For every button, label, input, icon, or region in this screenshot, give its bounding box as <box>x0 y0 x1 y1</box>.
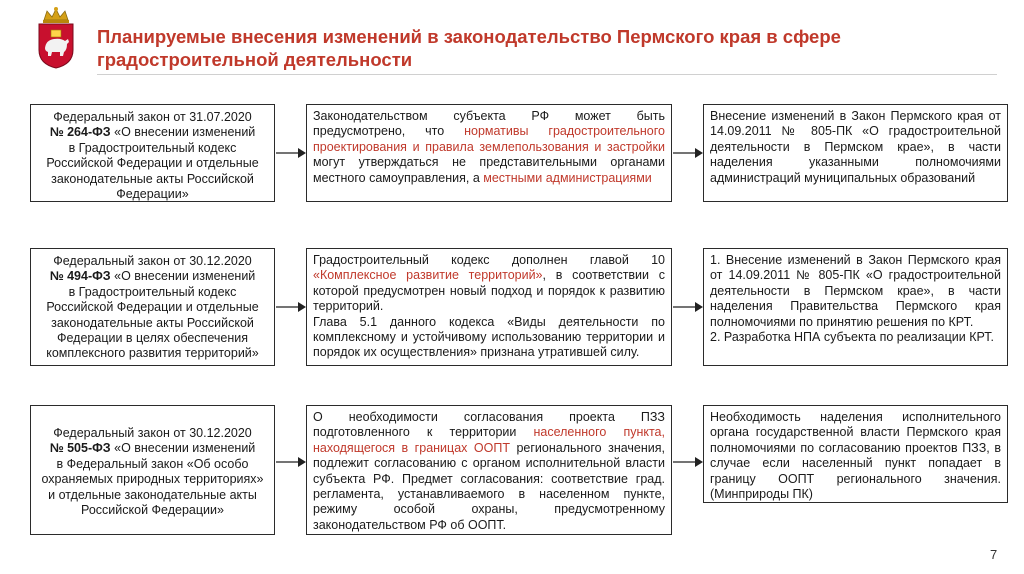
law-line: в Градостроительный кодекс <box>68 140 237 155</box>
change-highlight: «Комплексное развитие территорий» <box>313 268 543 283</box>
change-text: могут утверждаться не представительными органами местного самоуправления, а <box>313 155 665 185</box>
arrow-right-icon <box>673 147 703 159</box>
change-box-505 <box>306 405 672 535</box>
law-line: и отдельные законодательные акты <box>48 487 257 502</box>
perm-krai-coat-of-arms-icon <box>34 6 78 70</box>
arrow-right-icon <box>673 301 703 313</box>
change-text: , в соответствии с которой предусмотрен новый подход и порядок к развитию территорий. <box>313 268 665 314</box>
law-number: № 264-ФЗ <box>49 125 111 140</box>
arrow-right-icon <box>673 456 703 468</box>
law-line: охраняемых природных территориях» <box>41 472 264 487</box>
law-title-start: «О внесении изменений <box>110 125 256 140</box>
change-text: О необходимости согласования проекта ПЗЗ подготовленного к территории <box>313 410 665 440</box>
amend-text: Необходимость наделения исполнительного органа государственной власти Пермского края полномочиями по согласованию проектов ПЗЗ, в случае если населенный пункт попадает в границу ООПТ регионального значения. (Минприроды ПК) <box>710 410 1001 502</box>
page-title <box>97 25 977 71</box>
law-line: Федерации» <box>116 187 189 202</box>
change-text: Градостроительный кодекс дополнен главой 10 <box>313 253 665 267</box>
law-line: Федеральный закон от 30.12.2020 <box>53 426 252 440</box>
law-line: комплексного развития территорий» <box>46 346 259 361</box>
law-number: № 505-ФЗ <box>49 441 111 456</box>
page-title-line-2: градостроительной деятельности <box>97 49 413 70</box>
law-box-494 <box>30 248 275 366</box>
law-line: Российской Федерации и отдельные <box>46 300 259 315</box>
law-number-line <box>39 269 266 284</box>
title-divider <box>97 74 997 75</box>
law-line: в Федеральный закон «Об особо <box>56 456 249 471</box>
law-line: законодательные акты Российской <box>51 171 254 186</box>
change-highlight: местными администрациями <box>483 170 652 185</box>
change-box-264 <box>306 104 672 202</box>
law-title-start: «О внесении изменений <box>110 441 256 456</box>
amend-box-494 <box>703 248 1008 366</box>
change-text: Законодательством субъекта РФ может быть предусмотрено, что <box>313 109 665 139</box>
change-box-494 <box>306 248 672 366</box>
page-number: 7 <box>990 547 998 562</box>
amend-text: 2. Разработка НПА субъекта по реализации КРТ. <box>710 330 994 345</box>
law-number-line <box>39 125 266 140</box>
amend-text: 1. Внесение изменений в Закон Пермского края от 14.09.2011 № 805-ПК «О градостроительной деятельности в Пермском крае», в части наделения Правительства Пермского края полномочиями по принятию решения по КРТ. <box>710 253 1001 329</box>
law-box-264 <box>30 104 275 202</box>
law-number-line <box>39 441 266 456</box>
law-title-start: «О внесении изменений <box>110 269 256 284</box>
arrow-right-icon <box>276 301 306 313</box>
amend-text: Внесение изменений в Закон Пермского края от 14.09.2011 № 805-ПК «О градостроительной деятельности в Пермском крае», в части наделения указанными полномочиями администраций муниципальных образований <box>710 109 1001 185</box>
law-line: Российской Федерации» <box>81 503 224 518</box>
change-text: регионального значения, подлежит согласованию с органом исполнительной власти субъекта РФ. Предмет согласования: соответствие град. регламента, устанавливаемого в населенном пункте, режиму особой охраны, предусмотренному законодательством РФ об ООПТ. <box>313 440 666 532</box>
law-line: законодательные акты Российской <box>51 315 254 330</box>
arrow-right-icon <box>276 456 306 468</box>
law-line: в Градостроительный кодекс <box>68 284 237 299</box>
amend-box-264 <box>703 104 1008 202</box>
change-text: Глава 5.1 данного кодекса «Виды деятельности по комплексному и устойчивому использованию территории и порядок их осуществления» признана утратившей силу. <box>313 314 665 360</box>
page-title-line-1: Планируемые внесения изменений в законодательство Пермского края в сфере <box>97 26 841 47</box>
law-box-505 <box>30 405 275 535</box>
law-number: № 494-ФЗ <box>49 269 111 284</box>
change-highlight: нормативы градостроительного проектирования и правила землепользования и застройки <box>313 124 665 154</box>
amend-box-505 <box>703 405 1008 503</box>
law-line: Федеральный закон от 31.07.2020 <box>53 110 252 124</box>
arrow-right-icon <box>276 147 306 159</box>
law-line: Российской Федерации и отдельные <box>46 156 259 171</box>
law-line: Федерации в целях обеспечения <box>57 331 248 346</box>
change-highlight: населенного пункта, находящегося в границах ООПТ <box>313 425 665 455</box>
law-line: Федеральный закон от 30.12.2020 <box>53 254 252 268</box>
